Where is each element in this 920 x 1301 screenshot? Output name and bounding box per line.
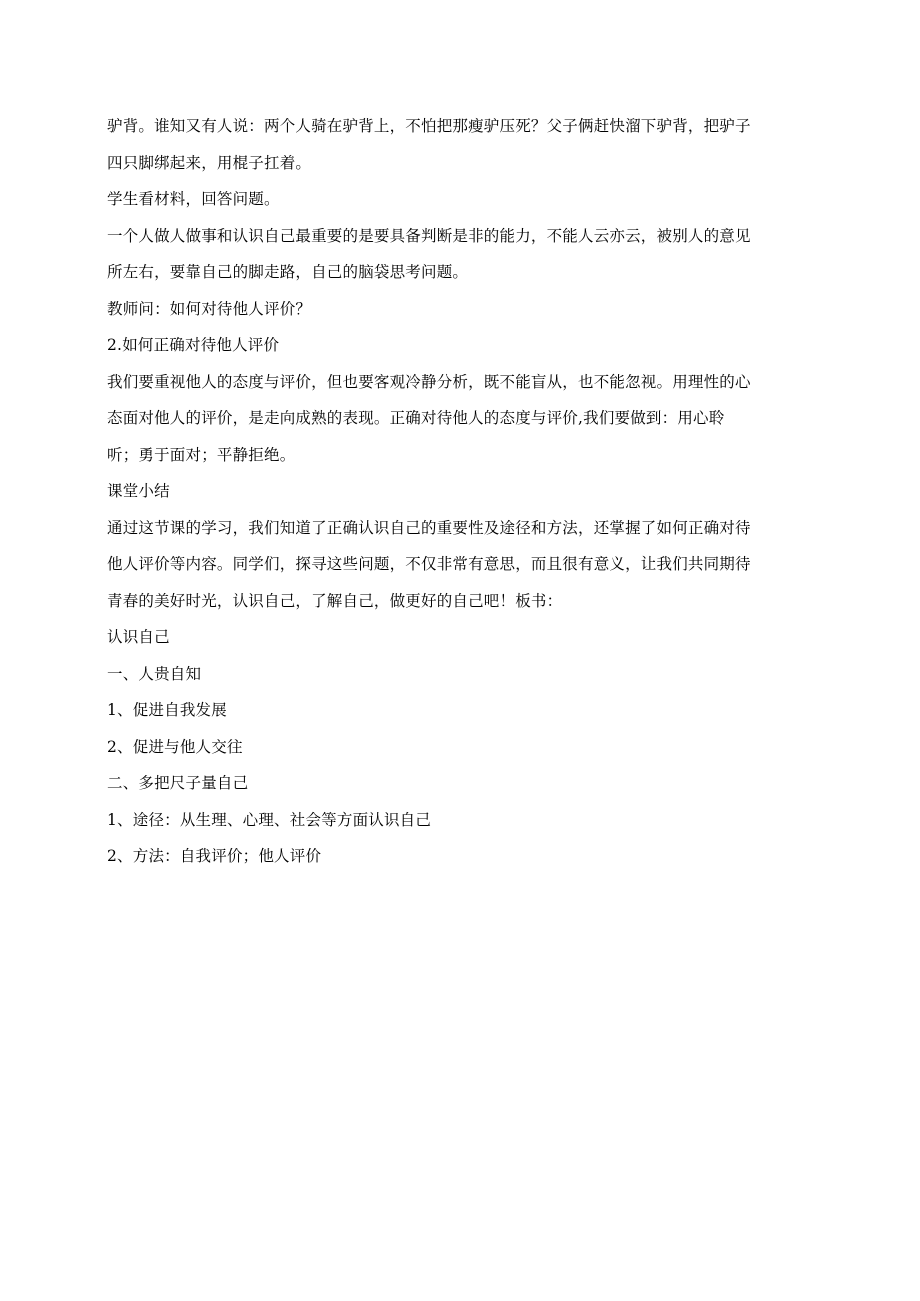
story-line-1: 驴背。谁知又有人说：两个人骑在驴背上，不怕把那瘦驴压死？父子俩赶快溜下驴背，把驴子 xyxy=(107,117,751,135)
section-body-line-1: 我们要重视他人的态度与评价，但也要客观冷静分析，既不能盲从，也不能忽视。用理性的心 xyxy=(107,372,751,391)
summary-heading: 课堂小结 xyxy=(107,482,170,500)
board-title: 认识自己 xyxy=(107,628,170,646)
summary-line-3: 青春的美好时光，认识自己，了解自己，做更好的自己吧！板书： xyxy=(107,591,563,610)
board-item-2-2: 2、方法：自我评价；他人评价 xyxy=(107,847,322,865)
lesson-point-line-1: 一个人做人做事和认识自己最重要的是要具备判断是非的能力，不能人云亦云，被别人的意见 xyxy=(107,226,751,245)
summary-line-1: 通过这节课的学习，我们知道了正确认识自己的重要性及途径和方法，还掌握了如何正确对待 xyxy=(107,518,751,537)
section-body-line-3: 听；勇于面对；平静拒绝。 xyxy=(107,445,296,464)
story-line-2: 四只脚绑起来，用棍子扛着。 xyxy=(107,153,312,172)
document-body xyxy=(107,108,811,875)
board-item-1-2: 2、促进与他人交往 xyxy=(107,737,243,756)
section-body-line-2: 态面对他人的评价，是走向成熟的表现。正确对待他人的态度与评价,我们要做到：用心聆 xyxy=(107,409,725,427)
board-item-1: 一、人贵自知 xyxy=(107,664,202,683)
lesson-point-line-2: 所左右，要靠自己的脚走路，自己的脑袋思考问题。 xyxy=(107,263,469,281)
student-activity: 学生看材料，回答问题。 xyxy=(107,190,280,208)
board-item-2: 二、多把尺子量自己 xyxy=(107,774,249,792)
board-item-1-1: 1、促进自我发展 xyxy=(107,701,227,719)
section-heading: 2.如何正确对待他人评价 xyxy=(107,336,280,354)
summary-line-2: 他人评价等内容。同学们，探寻这些问题，不仅非常有意思，而且很有意义，让我们共同期待 xyxy=(107,555,751,573)
board-item-2-1: 1、途径：从生理、心理、社会等方面认识自己 xyxy=(107,810,432,829)
teacher-question: 教师问：如何对待他人评价？ xyxy=(107,299,312,318)
